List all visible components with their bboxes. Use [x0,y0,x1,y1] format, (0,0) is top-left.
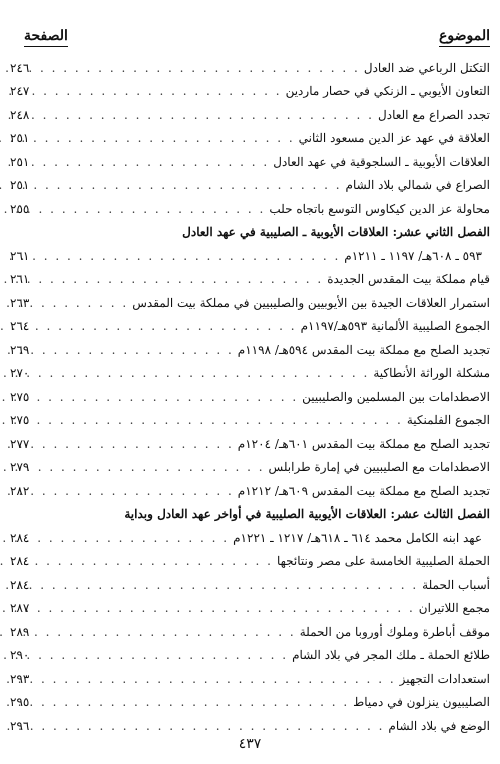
toc-entry [10,714,490,738]
toc-entry-title: محاولة عز الدين كيكاوس التوسع باتجاه حلب [269,201,490,216]
toc-entry-title: ٥٩٣ ـ ٦٠٨هـ/ ١١٩٧ ـ ١٢١١م [344,248,482,263]
toc-entry [10,197,490,221]
toc-entry [10,291,490,315]
leader-dots [44,484,234,498]
toc-entry [10,526,490,550]
toc-entry-page: ٢٩٦ [10,718,30,733]
toc-entry [10,150,490,174]
leader-dots [44,366,369,380]
toc-entry-page: ٢٧٥ [10,413,30,428]
toc-entry-title: الاصطدامات بين المسلمين والصليبيين [302,389,490,404]
toc-entry-title: الجموع الصليبية الألمانية ٥٩٣هـ/١١٩٧م [300,319,490,334]
toc-entry-title: تجديد الصلح مع مملكة بيت المقدس ٦٠٩هـ/ ١٢١٢م [237,483,490,498]
toc-entry-page: ٢٧٠ [10,366,30,381]
leader-dots [44,272,323,286]
toc-entry-title: التعاون الأيوبي ـ الزنكي في حصار ماردين [285,84,490,99]
leader-dots [44,413,403,427]
leader-dots [44,249,340,263]
leader-dots [44,84,282,98]
page-number: ٤٣٧ [238,736,262,752]
chapter-heading [10,503,490,527]
toc-entry [10,362,490,386]
toc-entry [10,385,490,409]
toc-entry [10,479,490,503]
toc-entry-title: العلاقات الأيوبية ـ السلجوقية في عهد العادل [273,154,490,169]
toc-entry-title: طلائع الحملة ـ ملك المجر في بلاد الشام [292,648,490,663]
toc-entry-page: ٢٥١ [10,178,30,193]
leader-dots [44,390,298,404]
toc-entry-page: ٢٦٣ [10,295,30,310]
toc-entry-page: ٢٨٧ [10,601,30,616]
subject-column-label: الموضوع [439,28,490,47]
table-of-contents [10,56,490,738]
toc-entry [10,103,490,127]
leader-dots [44,296,128,310]
toc-entry-title: موقف أباطرة وملوك أوروبا من الحملة [299,624,490,639]
toc-entry [10,667,490,691]
leader-dots [44,437,234,451]
toc-entry-page: ٢٨٤ [10,530,30,545]
toc-entry-title: تجديد الصلح مع مملكة بيت المقدس ٥٩٤هـ/ ١١٩٨م [237,342,490,357]
toc-entry [10,127,490,151]
toc-entry-title: الحملة الصليبية الخامسة على مصر ونتائجها [276,554,490,569]
toc-entry [10,691,490,715]
leader-dots [44,601,415,615]
leader-dots [44,648,288,662]
document-page [10,10,490,754]
toc-entry-page: ٢٥٥ [10,201,30,216]
toc-entry-title: الفصل الثالث عشر: العلاقات الأيوبية الصليبية في أواخر عهد العادل وبداية [124,507,490,522]
toc-entry [10,644,490,668]
toc-entry-title: أسباب الحملة [422,577,490,592]
leader-dots [44,131,295,145]
leader-dots [44,343,234,357]
leader-dots [44,108,374,122]
leader-dots [44,672,396,686]
toc-entry-page: ٢٩٥ [10,695,30,710]
toc-entry-title: الصراع في شمالي بلاد الشام [345,178,490,193]
toc-entry-title: التكتل الرباعي ضد العادل [363,60,490,75]
toc-entry-page: ٢٧٥ [10,389,30,404]
toc-entry-page: ٢٤٦ [10,60,30,75]
toc-entry-page: ٢٨٩ [10,624,30,639]
toc-entry-title: استمرار العلاقات الجيدة بين الأيوبيين والصليبيين في مملكة بيت المقدس [132,295,490,310]
toc-entry-title: استعدادات التجهيز [399,671,490,686]
toc-entry [10,573,490,597]
toc-entry-page: ٢٨٤ [10,577,30,592]
toc-entry [10,338,490,362]
toc-entry [10,550,490,574]
toc-entry-page: ٢٧٩ [10,460,30,475]
toc-entry-page: ٢٥١ [10,131,30,146]
leader-dots [44,61,360,75]
toc-header [10,10,490,44]
toc-entry [10,80,490,104]
toc-entry-title: عهد ابنه الكامل محمد ٦١٤ ـ ٦١٨هـ/ ١٢١٧ ـ ١٢٢١م [233,530,482,545]
toc-entry [10,244,490,268]
toc-entry [10,620,490,644]
toc-entry-page: ٢٩٣ [10,671,30,686]
toc-entry-title: الوضع في بلاد الشام [388,718,490,733]
toc-entry [10,174,490,198]
toc-entry [10,268,490,292]
toc-entry-title: الفصل الثاني عشر: العلاقات الأيوبية ـ الصليبية في عهد العادل [182,225,490,240]
page-column-label: الصفحة [24,28,68,47]
toc-entry-title: قيام مملكة بيت المقدس الجديدة [327,272,490,287]
toc-entry-page: ٢٦١ [10,272,30,287]
toc-entry-page: ٢٤٧ [10,84,30,99]
toc-entry-page: ٢٧٧ [10,436,30,451]
leader-dots [44,531,229,545]
chapter-heading [10,221,490,245]
toc-entry [10,409,490,433]
toc-entry-page: ٢٦٩ [10,342,30,357]
leader-dots [44,625,296,639]
leader-dots [44,319,297,333]
leader-dots [44,178,342,192]
toc-entry-title: مشكلة الوراثة الأنطاكية [373,366,490,381]
toc-entry-page: ٢٥١ [10,154,30,169]
leader-dots [44,695,349,709]
toc-entry [10,432,490,456]
toc-entry-title: تجدد الصراع مع العادل [378,107,490,122]
leader-dots [44,155,269,169]
toc-entry-page: ٢٤٨ [10,107,30,122]
toc-entry-page: ٢٨٤ [10,554,30,569]
leader-dots [44,554,273,568]
toc-entry-title: الجموع الفلمنكية [406,413,490,428]
toc-entry [10,456,490,480]
toc-entry-title: الاصطدامات مع الصليبيين في إمارة طرابلس [268,460,490,475]
toc-entry-page: ٢٨٢ [10,483,30,498]
toc-entry-title: مجمع اللاتيران [418,601,490,616]
leader-dots [44,202,265,216]
toc-entry-title: تجديد الصلح مع مملكة بيت المقدس ٦٠١هـ/ ١٢٠٤م [237,436,490,451]
toc-entry-page: ٢٩٠ [10,648,30,663]
leader-dots [44,460,265,474]
toc-entry-title: الصليبيون ينزلون في دمياط [353,695,490,710]
toc-entry [10,56,490,80]
leader-dots [44,719,384,733]
toc-entry-page: ٢٦١ [10,248,30,263]
toc-entry-title: العلاقة في عهد عز الدين مسعود الثاني [298,131,490,146]
leader-dots [44,578,418,592]
toc-entry [10,597,490,621]
toc-entry [10,315,490,339]
toc-entry-page: ٢٦٤ [10,319,30,334]
